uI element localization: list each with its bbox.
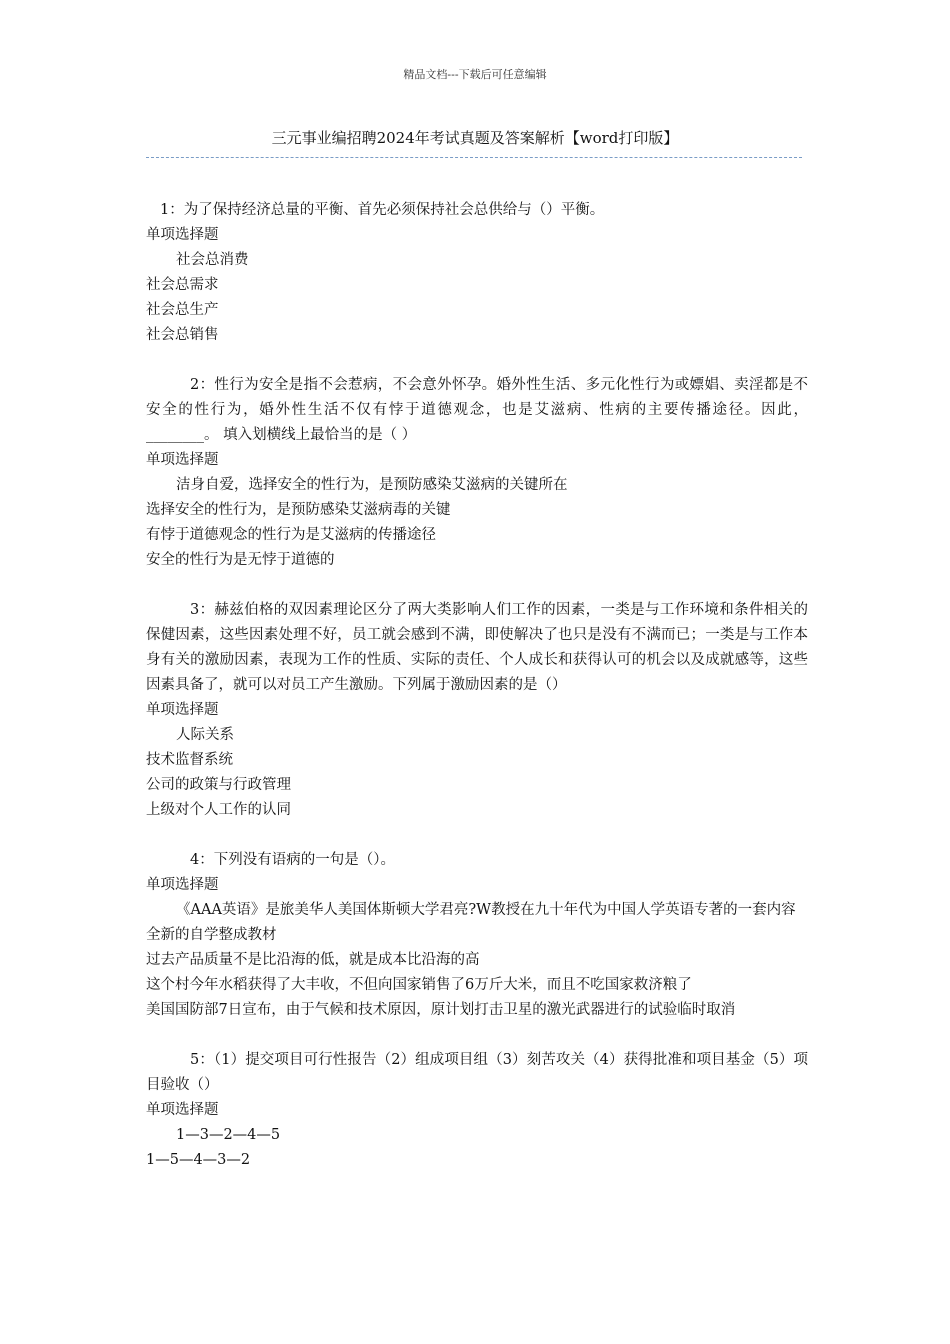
- option-a: 社会总消费: [176, 252, 249, 268]
- option-b: 1—5—4—3—2: [146, 1152, 251, 1168]
- question-type: 单项选择题: [146, 452, 219, 468]
- option-c: 公司的政策与行政管理: [146, 777, 291, 793]
- question-1: [146, 198, 808, 348]
- option-c: 有悖于道德观念的性行为是艾滋病的传播途径: [146, 527, 436, 543]
- option-c: 社会总生产: [146, 302, 219, 318]
- question-stem: 5：（1）提交项目可行性报告（2）组成项目组（3）刻苦攻关（4）获得批准和项目基金（5）项目验收（）: [146, 1052, 808, 1093]
- option-b: 选择安全的性行为，是预防感染艾滋病毒的关键: [146, 502, 451, 518]
- option-d: 美国国防部7日宣布，由于气候和技术原因，原计划打击卫星的激光武器进行的试验临时取消: [146, 1002, 736, 1018]
- option-d: 安全的性行为是无悖于道德的: [146, 552, 335, 568]
- question-stem: 4：下列没有语病的一句是（）。: [190, 852, 395, 868]
- option-a: 《AAA英语》是旅美华人美国体斯顿大学君亮?W教授在九十年代为中国人学英语专著的一套内容全新的自学整成教材: [146, 902, 796, 943]
- question-4: [146, 848, 808, 1023]
- document-title: 三元事业编招聘2024年考试真题及答案解析【word打印版】: [271, 129, 679, 147]
- question-type: 单项选择题: [146, 702, 219, 718]
- option-b: 过去产品质量不是比沿海的低，就是成本比沿海的高: [146, 952, 480, 968]
- option-a: 1—3—2—4—5: [176, 1127, 281, 1143]
- option-d: 社会总销售: [146, 327, 219, 343]
- option-b: 社会总需求: [146, 277, 219, 293]
- question-5: [146, 1048, 808, 1173]
- question-2: [146, 373, 808, 573]
- option-c: 这个村今年水稻获得了大丰收，不但向国家销售了6万斤大米，而且不吃国家救济粮了: [146, 977, 692, 993]
- option-b: 技术监督系统: [146, 752, 233, 768]
- question-stem: 1：为了保持经济总量的平衡、首先必须保持社会总供给与（）平衡。: [160, 202, 605, 218]
- question-stem: 2：性行为安全是指不会惹病，不会意外怀孕。婚外性生活、多元化性行为或嫖娼、卖淫都是不安全的性行为，婚外性生活不仅有悖于道德观念，也是艾滋病、性病的主要传播途径。因此，________。 填入划横线上最恰当的是（ ）: [146, 377, 808, 443]
- question-type: 单项选择题: [146, 1102, 219, 1118]
- question-stem: 3：赫兹伯格的双因素理论区分了两大类影响人们工作的因素，一类是与工作环境和条件相关的保健因素，这些因素处理不好，员工就会感到不满，即使解决了也只是没有不满而已；一类是与工作本身有关的激励因素，表现为工作的性质、实际的责任、个人成长和获得认可的机会以及成就感等，这些因素具备了，就可以对员工产生激励。下列属于激励因素的是（）: [146, 602, 808, 693]
- option-a: 人际关系: [176, 727, 234, 743]
- question-type: 单项选择题: [146, 227, 219, 243]
- header-note: 精品文档---下载后可任意编辑: [403, 68, 547, 81]
- option-d: 上级对个人工作的认同: [146, 802, 291, 818]
- option-a: 洁身自爱，选择安全的性行为，是预防感染艾滋病的关键所在: [176, 477, 568, 493]
- question-type: 单项选择题: [146, 877, 219, 893]
- question-3: [146, 598, 808, 823]
- title-divider: [146, 157, 802, 158]
- question-list: [146, 198, 808, 1198]
